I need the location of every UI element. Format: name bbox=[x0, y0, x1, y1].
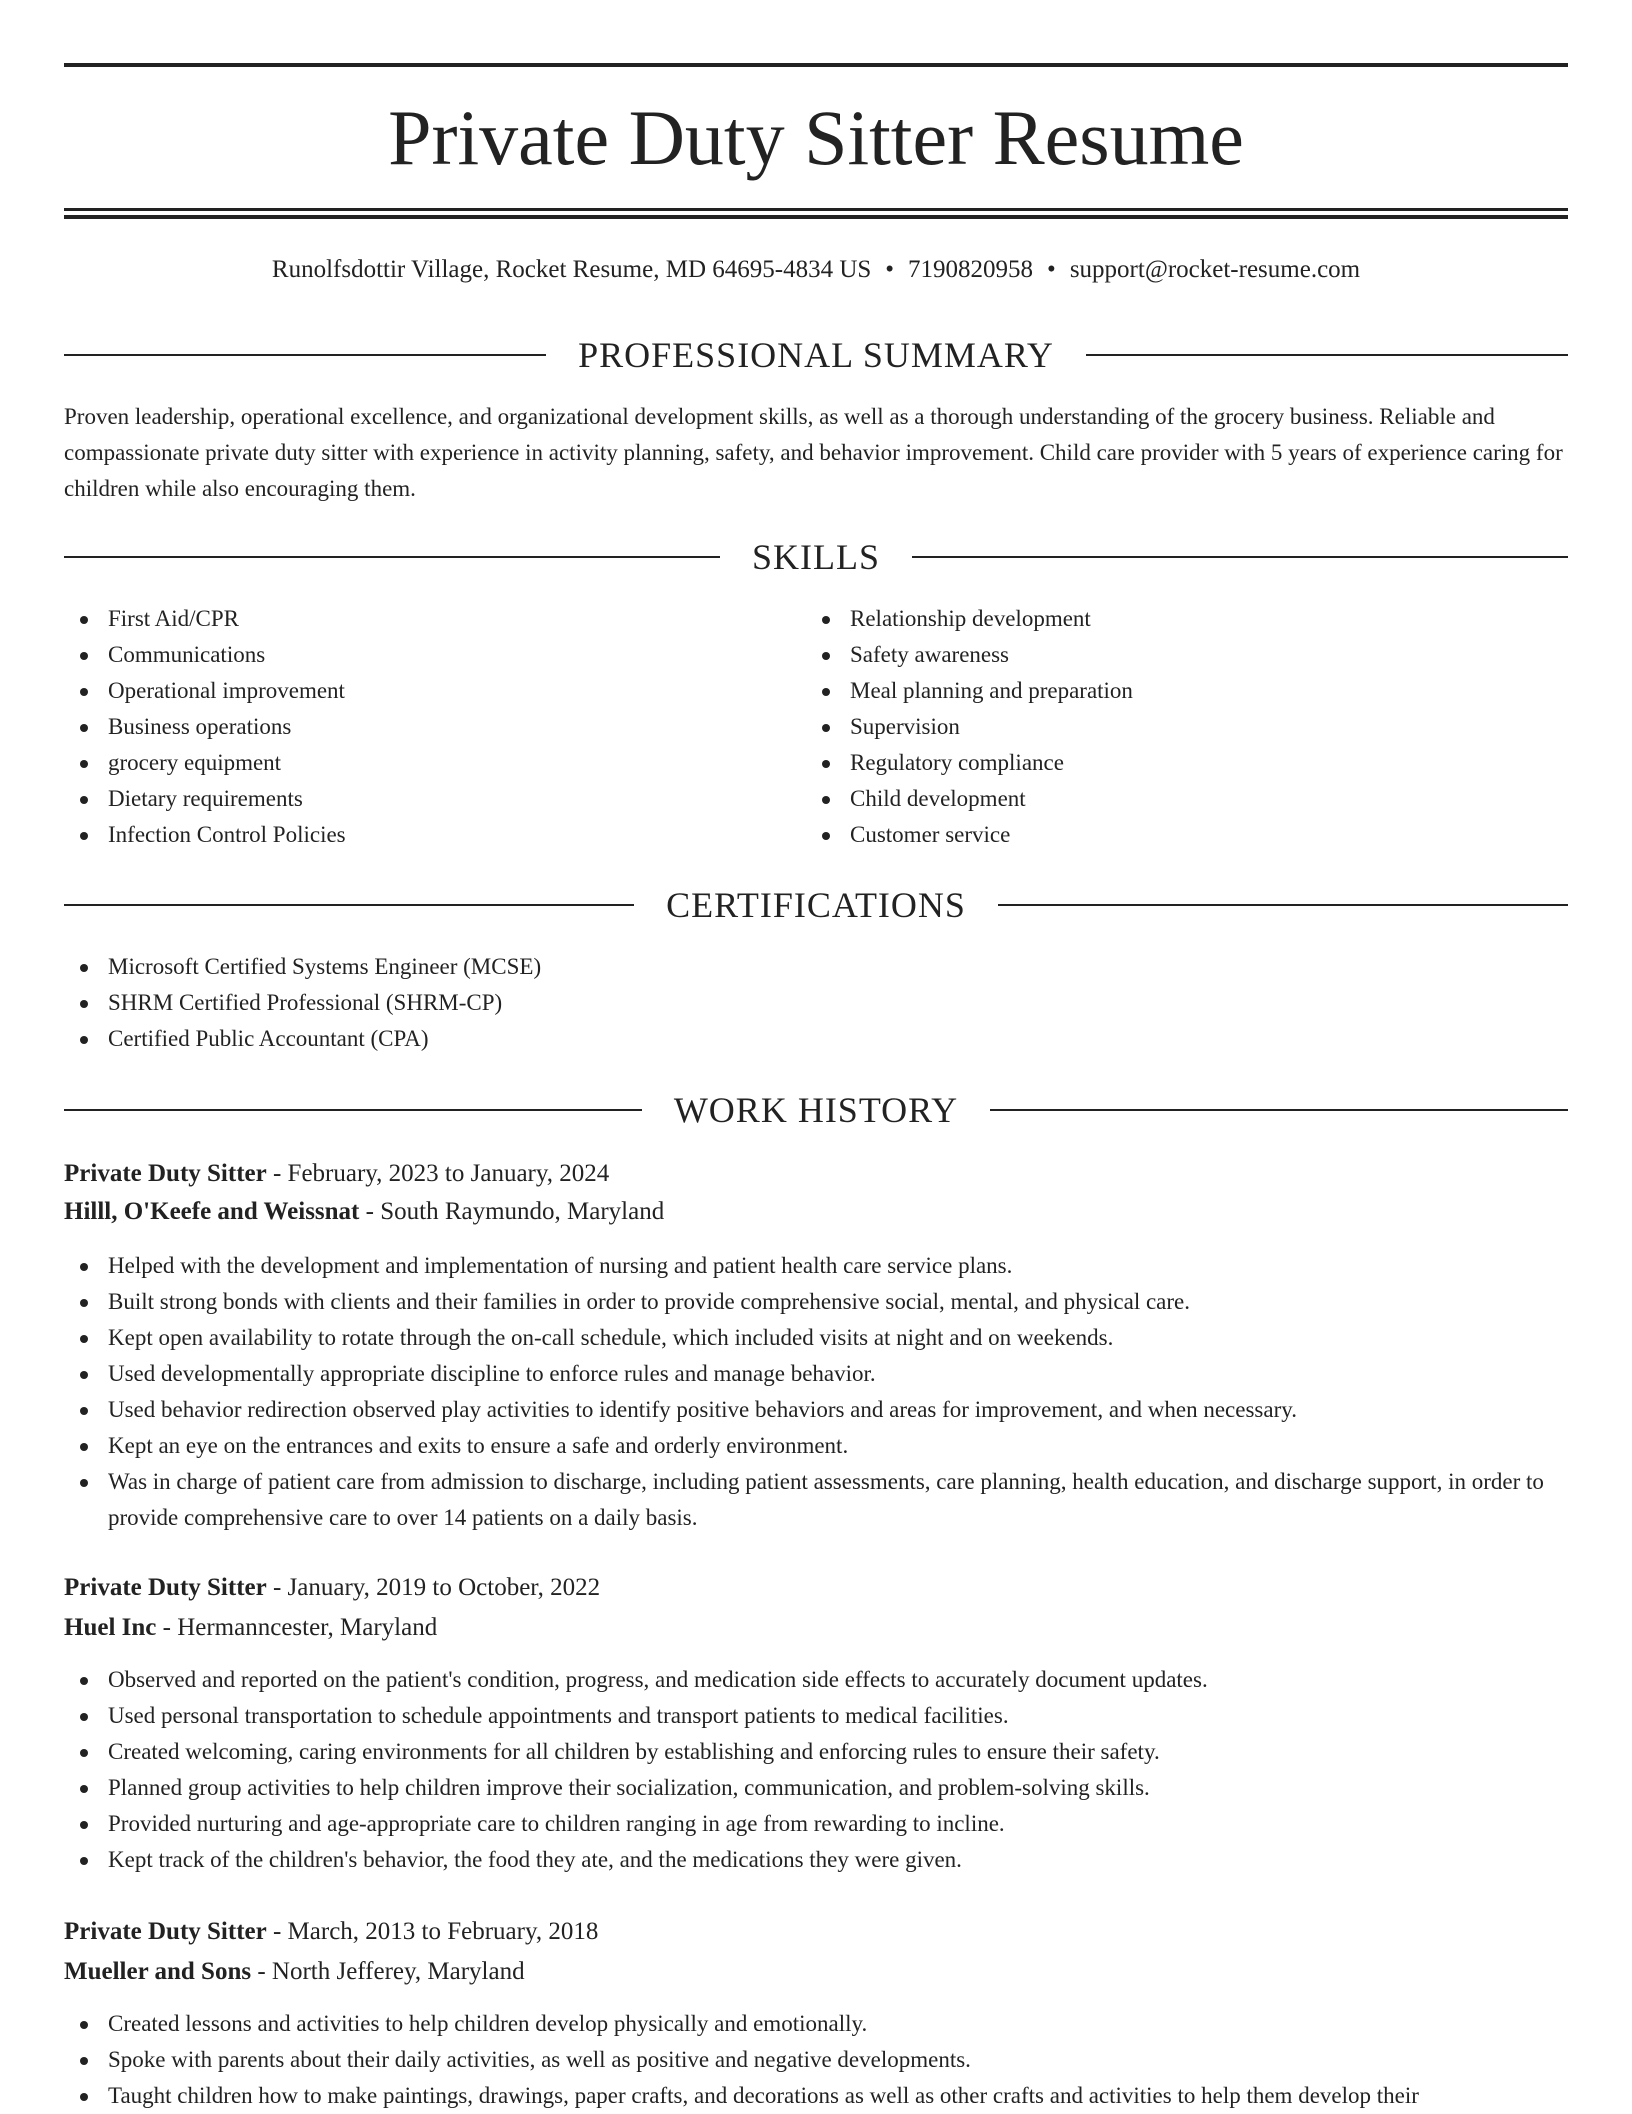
job-bullet: Created welcoming, caring environments for all children by establishing and enforcing rules to ensure their safety. bbox=[64, 1734, 1568, 1770]
job-bullet: Built strong bonds with clients and their families in order to provide comprehensive social, mental, and physical care. bbox=[64, 1284, 1568, 1320]
job-bullet: Kept track of the children's behavior, the food they ate, and the medications they were given. bbox=[64, 1842, 1568, 1878]
skills-heading bbox=[64, 535, 1568, 579]
job-dates: - January, 2019 to October, 2022 bbox=[266, 1574, 601, 1601]
heading-rule bbox=[912, 556, 1568, 558]
job-dates: - February, 2023 to January, 2024 bbox=[266, 1160, 610, 1187]
job-bullet: Kept open availability to rotate through the on-call schedule, which included visits at night and on weekends. bbox=[64, 1320, 1568, 1356]
skill-item: Dietary requirements bbox=[64, 781, 804, 817]
skill-item: Supervision bbox=[806, 709, 1566, 745]
heading-rule bbox=[64, 1109, 642, 1111]
contact-line bbox=[64, 252, 1568, 288]
job-location: - South Raymundo, Maryland bbox=[359, 1198, 665, 1225]
job-bullet: Used behavior redirection observed play activities to identify positive behaviors and areas for improvement, and when necessary. bbox=[64, 1392, 1568, 1428]
skill-item: First Aid/CPR bbox=[64, 601, 804, 637]
job-title-line bbox=[64, 1912, 1568, 1952]
work-history-heading bbox=[64, 1088, 1568, 1132]
heading-rule bbox=[64, 904, 634, 906]
job-bullet: Observed and reported on the patient's condition, progress, and medication side effects to accurately document updates. bbox=[64, 1662, 1568, 1698]
skills-list-left bbox=[64, 601, 804, 853]
title-double-rule bbox=[64, 208, 1568, 219]
job-title: Private Duty Sitter bbox=[64, 1918, 267, 1945]
skill-item: Child development bbox=[806, 781, 1566, 817]
job-bullet: Helped with the development and implementation of nursing and patient health care service plans. bbox=[64, 1248, 1568, 1284]
job-company-line bbox=[64, 1608, 1568, 1648]
job-company: Huel Inc bbox=[64, 1614, 157, 1641]
job-bullet: Kept an eye on the entrances and exits to ensure a safe and orderly environment. bbox=[64, 1428, 1568, 1464]
job-bullet: Taught children how to make paintings, drawings, paper crafts, and decorations as well as other crafts and activities to help them develop their bbox=[64, 2078, 1568, 2114]
contact-phone: 7190820958 bbox=[908, 256, 1034, 283]
heading-rule bbox=[990, 1109, 1568, 1111]
job-bullets bbox=[64, 1662, 1568, 1878]
skill-item: Customer service bbox=[806, 817, 1566, 853]
contact-separator: • bbox=[1047, 256, 1056, 283]
summary-heading bbox=[64, 333, 1568, 377]
job-bullet: Spoke with parents about their daily activities, as well as positive and negative developments. bbox=[64, 2042, 1568, 2078]
skills-list-right bbox=[806, 601, 1566, 853]
job-dates: - March, 2013 to February, 2018 bbox=[266, 1918, 599, 1945]
certification-item: SHRM Certified Professional (SHRM-CP) bbox=[64, 985, 1568, 1021]
job-company: Mueller and Sons bbox=[64, 1958, 252, 1985]
skill-item: Safety awareness bbox=[806, 637, 1566, 673]
resume-title: Private Duty Sitter Resume bbox=[388, 94, 1244, 181]
job-title: Private Duty Sitter bbox=[64, 1574, 267, 1601]
contact-address: Runolfsdottir Village, Rocket Resume, MD 64695-4834 US bbox=[271, 256, 872, 283]
skill-item: Relationship development bbox=[806, 601, 1566, 637]
skill-item: Business operations bbox=[64, 709, 804, 745]
work-history-heading-label: WORK HISTORY bbox=[673, 1090, 959, 1130]
job-company-line bbox=[64, 1192, 1568, 1232]
job-bullet: Provided nurturing and age-appropriate care to children ranging in age from rewarding to incline. bbox=[64, 1806, 1568, 1842]
job-bullet: Created lessons and activities to help children develop physically and emotionally. bbox=[64, 2006, 1568, 2042]
skill-item: Infection Control Policies bbox=[64, 817, 804, 853]
summary-heading-label: PROFESSIONAL SUMMARY bbox=[578, 335, 1054, 375]
top-rule bbox=[64, 63, 1568, 67]
job-bullet: Was in charge of patient care from admission to discharge, including patient assessments, care planning, health education, and discharge support, in order to provide comprehensive care to over 14 patients on a daily basis. bbox=[64, 1464, 1568, 1536]
job-location: - North Jefferey, Maryland bbox=[251, 1958, 525, 1985]
heading-rule bbox=[998, 904, 1568, 906]
job-company-line bbox=[64, 1952, 1568, 1992]
job-bullet: Planned group activities to help children improve their socialization, communication, and problem-solving skills. bbox=[64, 1770, 1568, 1806]
job-bullets bbox=[64, 1248, 1568, 1536]
certifications-heading-label: CERTIFICATIONS bbox=[666, 885, 966, 925]
skill-item: Meal planning and preparation bbox=[806, 673, 1566, 709]
heading-rule bbox=[1086, 354, 1568, 356]
certification-item: Certified Public Accountant (CPA) bbox=[64, 1021, 1568, 1057]
skill-item: grocery equipment bbox=[64, 745, 804, 781]
skill-item: Regulatory compliance bbox=[806, 745, 1566, 781]
heading-rule bbox=[64, 354, 546, 356]
skill-item: Operational improvement bbox=[64, 673, 804, 709]
job-title-line bbox=[64, 1154, 1568, 1194]
contact-separator: • bbox=[885, 256, 895, 283]
heading-rule bbox=[64, 556, 720, 558]
job-title-line bbox=[64, 1568, 1568, 1608]
job-company: Hilll, O'Keefe and Weissnat bbox=[64, 1198, 360, 1225]
job-location: - Hermanncester, Maryland bbox=[156, 1614, 438, 1641]
skills-heading-label: SKILLS bbox=[752, 537, 881, 577]
certifications-heading bbox=[64, 883, 1568, 927]
certifications-list bbox=[64, 949, 1568, 1057]
summary-text: Proven leadership, operational excellence, and organizational development skills, as well as a thorough understanding of the grocery business. Reliable and compassionate private duty sitter with experience in activity planning, safety, and behavior improvement. Child care provider with 5 years of experience caring for children while also encouraging them. bbox=[64, 404, 1563, 501]
job-bullet: Used developmentally appropriate discipline to enforce rules and manage behavior. bbox=[64, 1356, 1568, 1392]
job-title: Private Duty Sitter bbox=[64, 1160, 267, 1187]
certification-item: Microsoft Certified Systems Engineer (MCSE) bbox=[64, 949, 1568, 985]
contact-email: support@rocket-resume.com bbox=[1069, 256, 1361, 283]
skill-item: Communications bbox=[64, 637, 804, 673]
job-bullet: Used personal transportation to schedule appointments and transport patients to medical facilities. bbox=[64, 1698, 1568, 1734]
job-bullets bbox=[64, 2006, 1568, 2114]
